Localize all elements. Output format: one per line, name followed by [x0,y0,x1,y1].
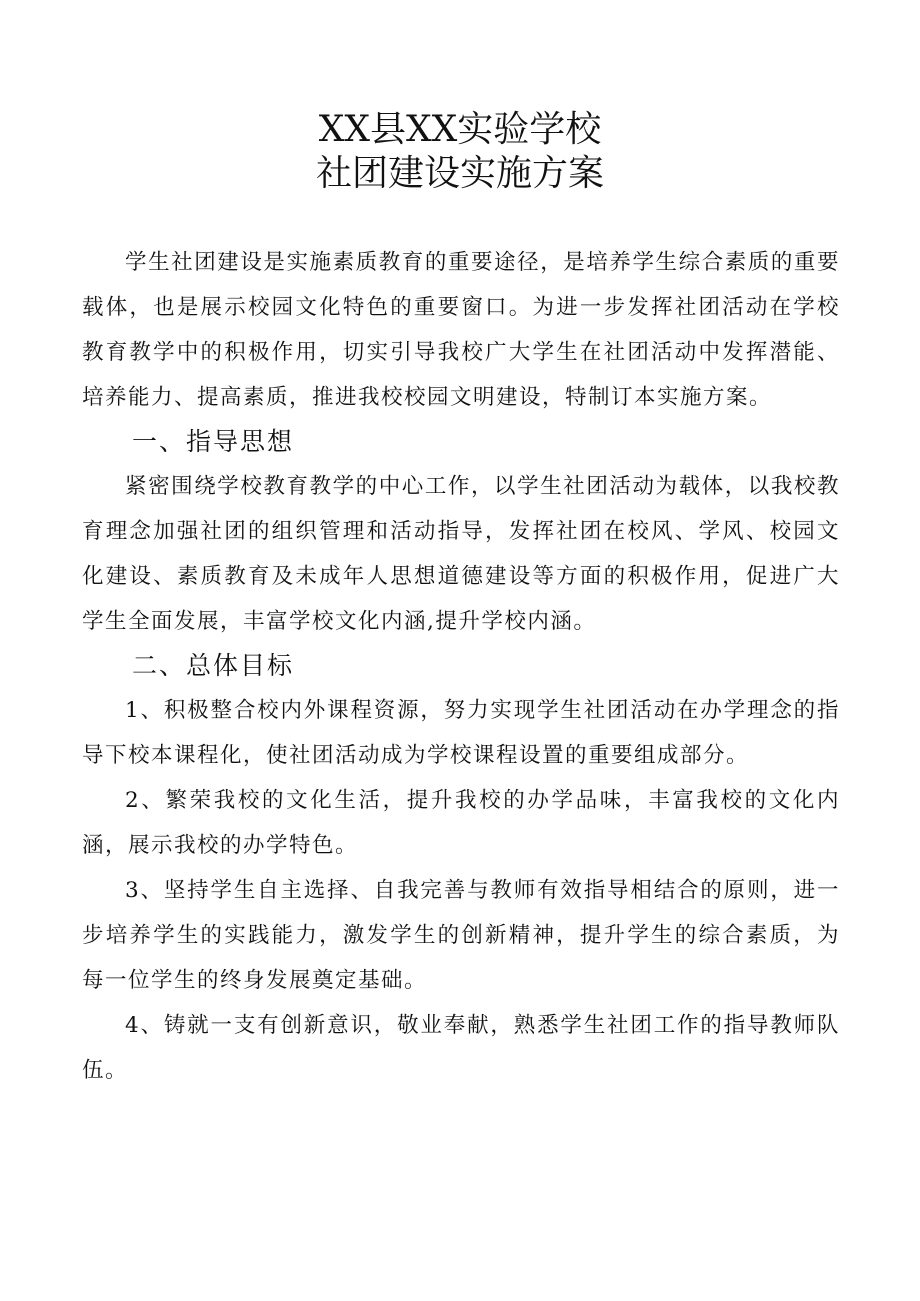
section-heading-guiding-ideology: 一、指导思想 [132,427,295,456]
document-title-line-2: 社团建设实施方案 [315,153,604,194]
document-body [82,240,840,1093]
document-title-line-1: XX县XX实验学校 [318,109,602,150]
goal-item-3: 3、坚持学生自主选择、自我完善与教师有效指导相结合的原则，进一步培养学生的实践能力，激发学生的创新精神，提升学生的综合素质，为每一位学生的终身发展奠定基础。 [82,878,840,993]
goal-item-4: 4、铸就一支有创新意识，敬业奉献，熟悉学生社团工作的指导教师队伍。 [82,1013,840,1083]
section-1-paragraph-1: 紧密围绕学校教育教学的中心工作，以学生社团活动为载体，以我校教育理念加强社团的组织管理和活动指导，发挥社团在校风、学风、校园文化建设、素质教育及未成年人思想道德建设等方面的积极作用，促进广大学生全面发展，丰富学校文化内涵,提升学校内涵。 [82,474,840,634]
goal-item-2: 2、繁荣我校的文化生活，提升我校的办学品味，丰富我校的文化内涵，展示我校的办学特色。 [82,788,840,858]
goal-item-1: 1、积极整合校内外课程资源，努力实现学生社团活动在办学理念的指导下校本课程化，使社团活动成为学校课程设置的重要组成部分。 [82,698,840,768]
intro-paragraph: 学生社团建设是实施素质教育的重要途径，是培养学生综合素质的重要载体，也是展示校园文化特色的重要窗口。为进一步发挥社团活动在学校教育教学中的积极作用，切实引导我校广大学生在社团活动中发挥潜能、培养能力、提高素质，推进我校校园文明建设，特制订本实施方案。 [82,250,840,410]
section-heading-overall-goals: 二、总体目标 [132,651,295,680]
